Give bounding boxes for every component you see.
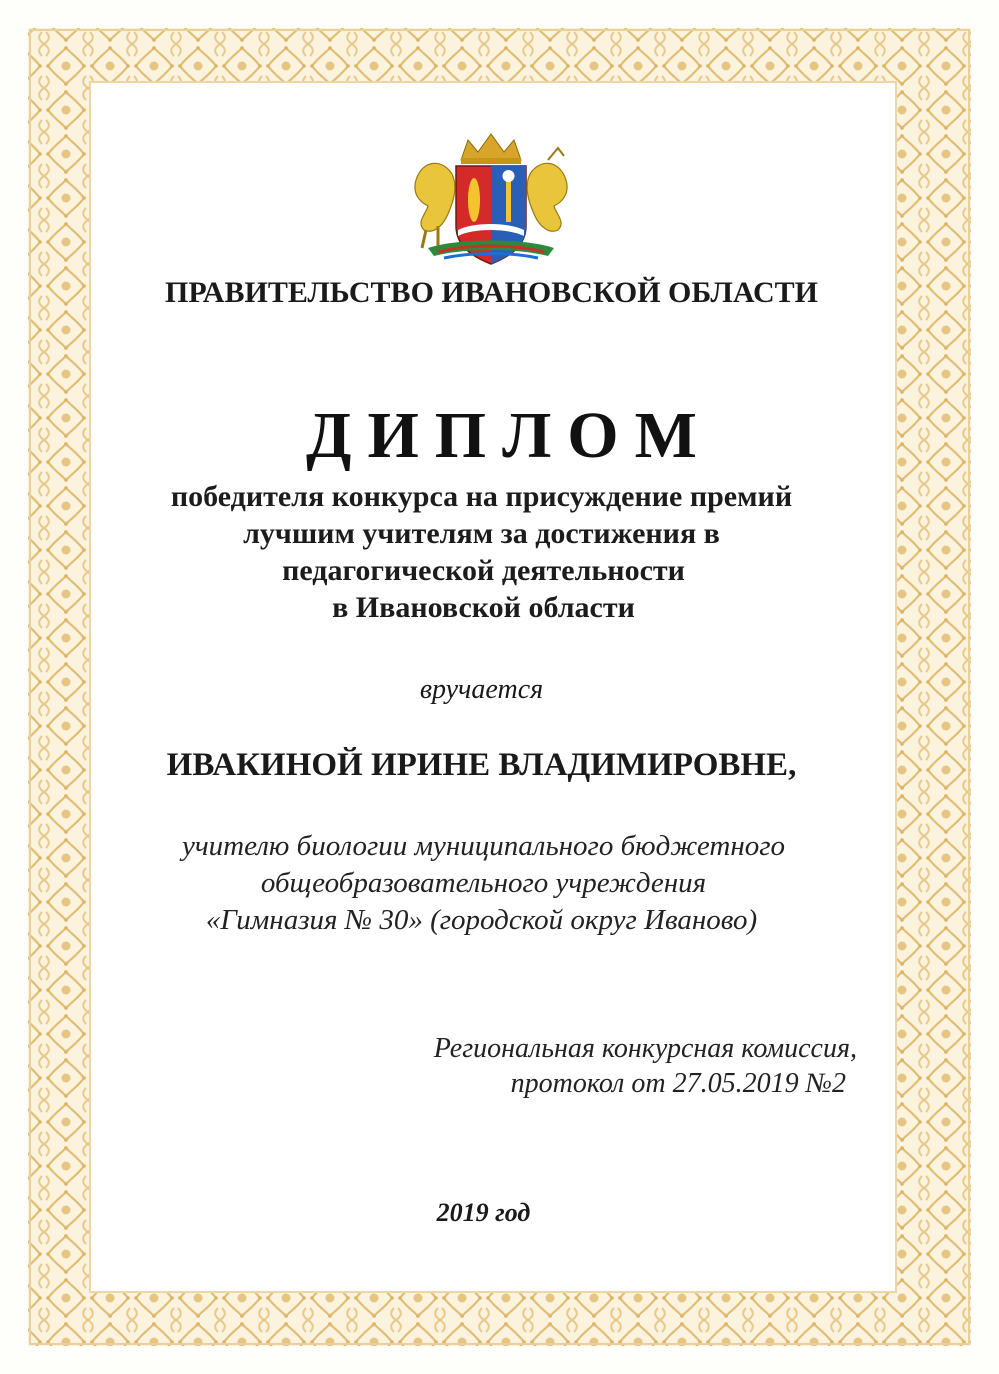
diploma-subtitle-line: педагогической деятельности — [282, 554, 685, 587]
coat-of-arms-icon — [398, 130, 584, 270]
recipient-position-line: «Гимназия № 30» (городской округ Иваново) — [205, 904, 758, 936]
recipient-name: ИВАКИНОЙ ИРИНЕ ВЛАДИМИРОВНЕ, — [166, 747, 797, 783]
commission-name: Региональная конкурсная комиссия, — [433, 1033, 857, 1064]
government-title: ПРАВИТЕЛЬСТВО ИВАНОВСКОЙ ОБЛАСТИ — [164, 276, 818, 309]
diploma-subtitle-line: победителя конкурса на присуждение премий — [170, 480, 793, 513]
diploma-subtitle-line: лучшим учителям за достижения в — [243, 517, 720, 550]
recipient-position-line: общеобразовательного учреждения — [260, 867, 707, 899]
recipient-position-line: учителю биологии муниципального бюджетного — [181, 830, 786, 862]
diploma-subtitle-line: в Ивановской области — [332, 591, 635, 624]
awarded-to-label: вручается — [419, 674, 544, 705]
diploma-title: ДИПЛОМ — [306, 399, 713, 472]
commission-protocol: протокол от 27.05.2019 №2 — [510, 1068, 846, 1099]
award-year: 2019 год — [436, 1198, 531, 1227]
